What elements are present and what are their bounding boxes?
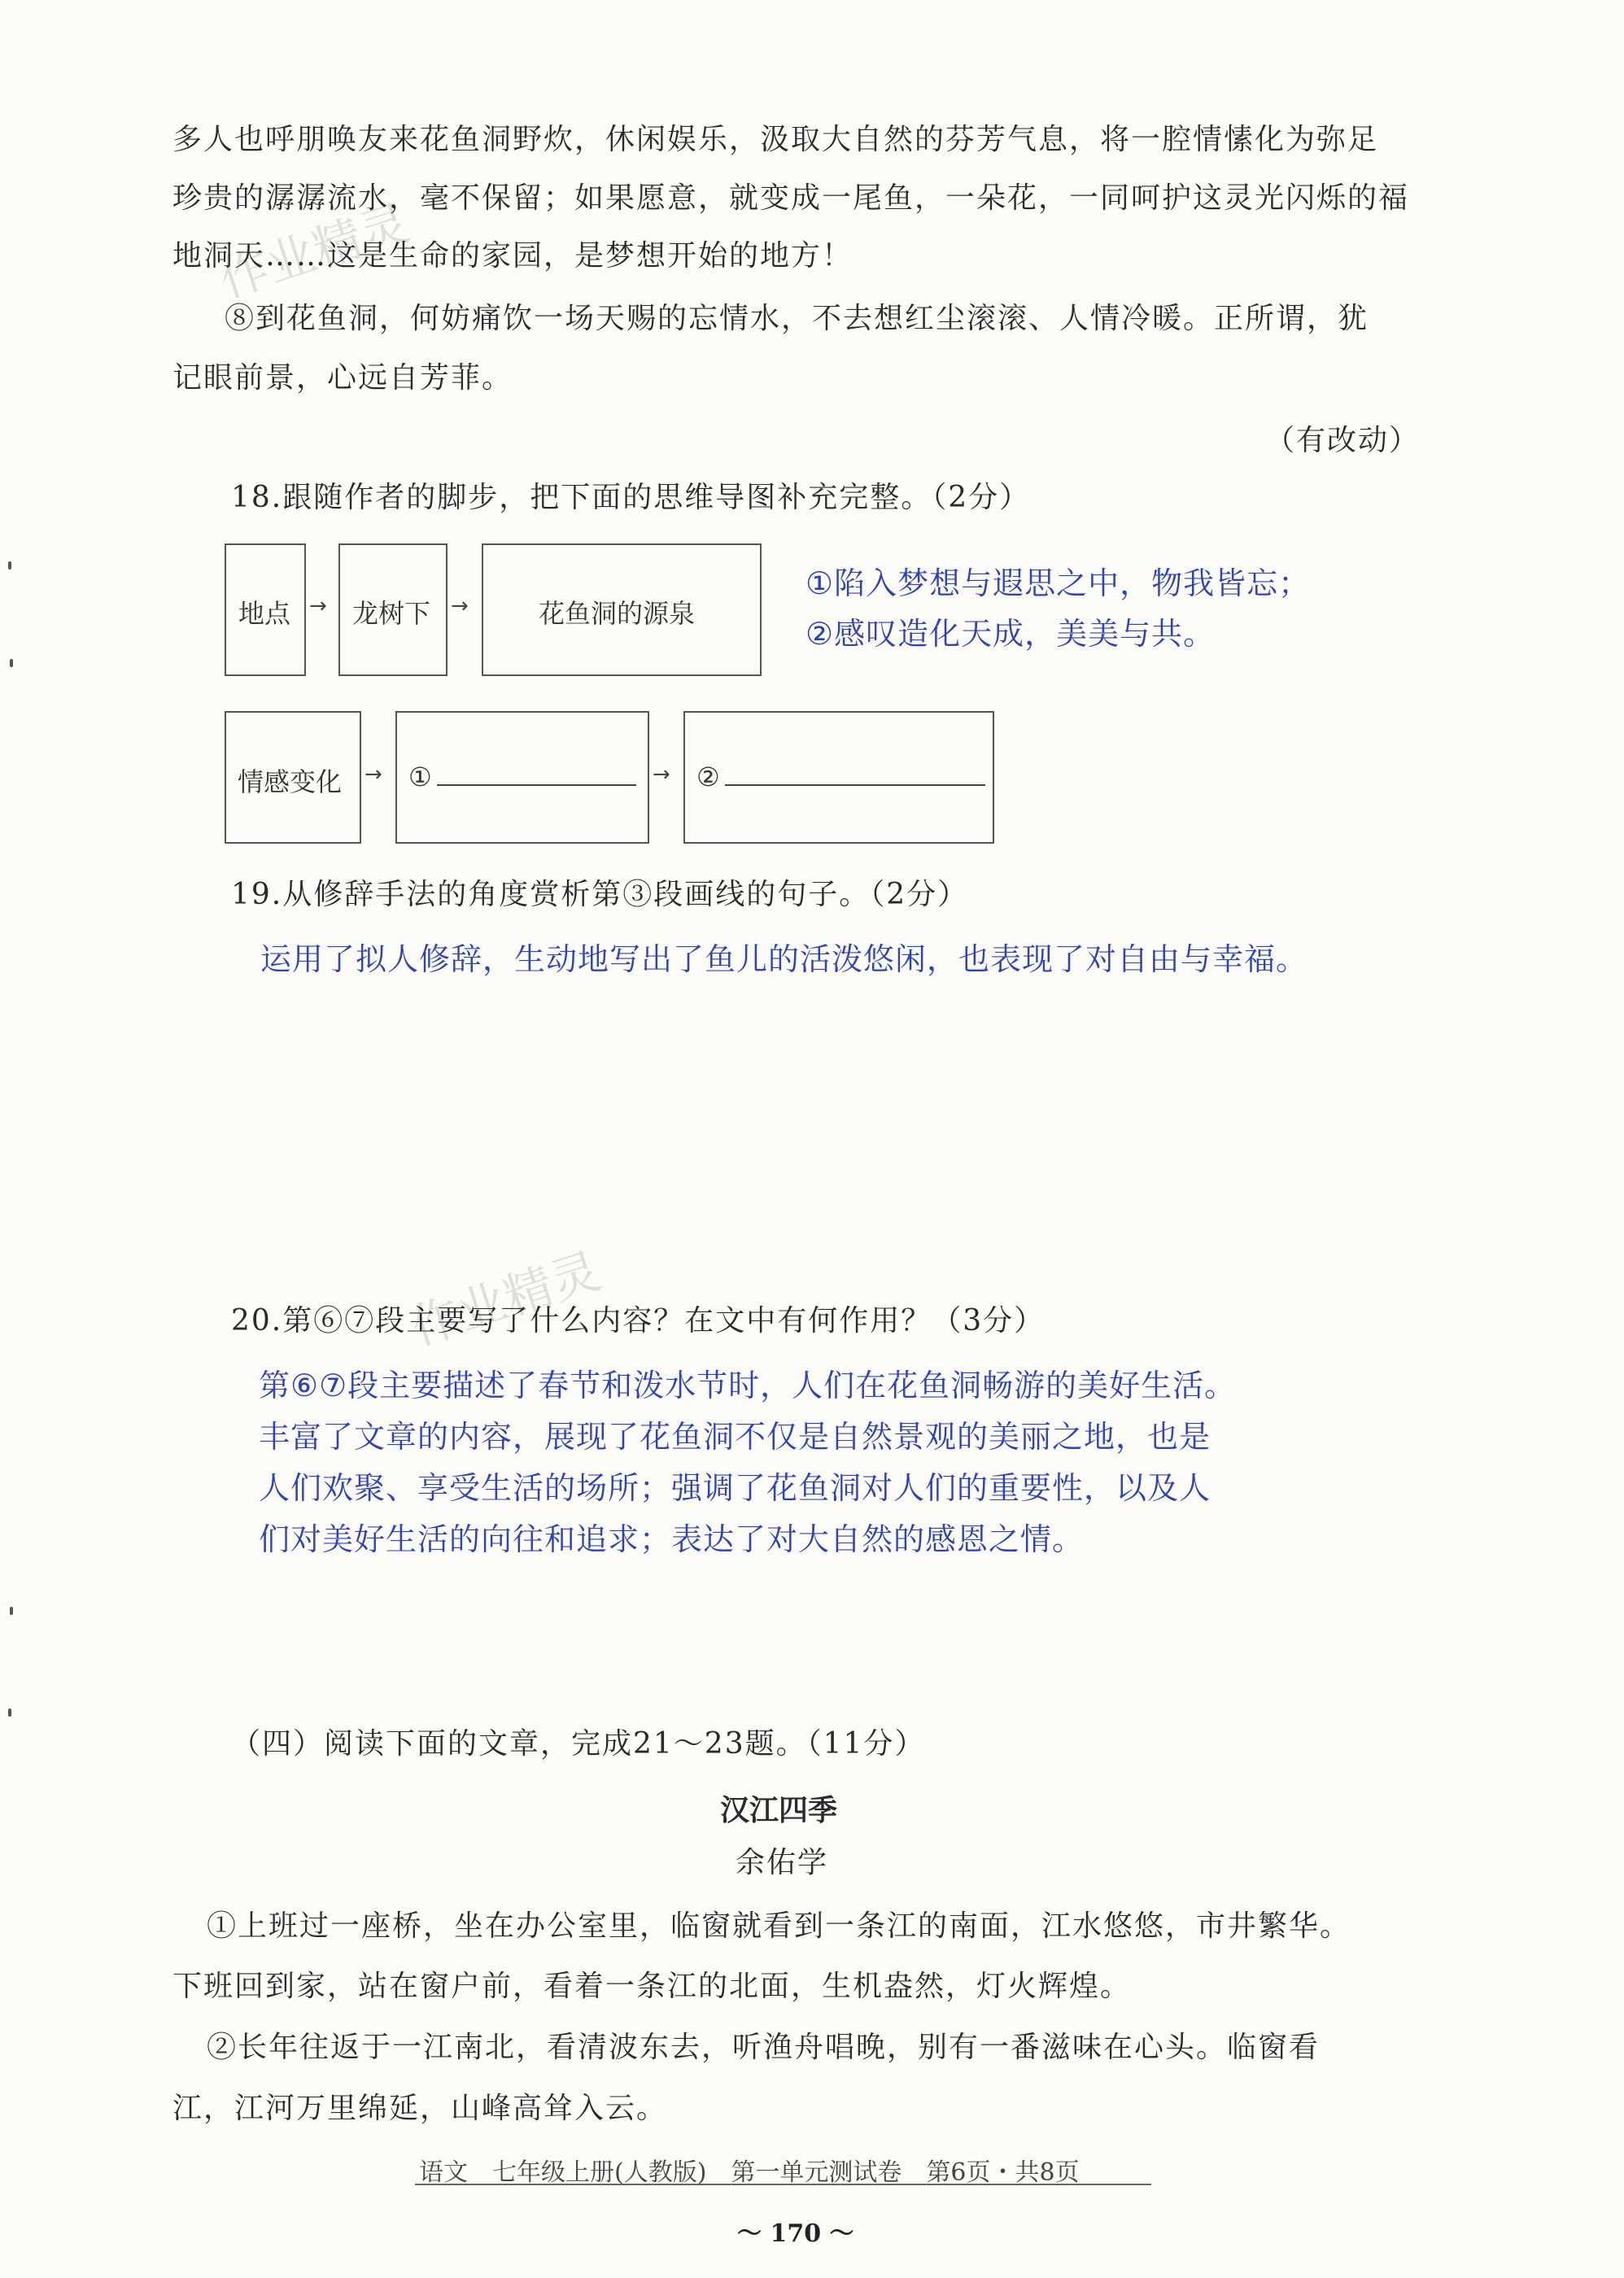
article-author: 余佑学 [736, 1846, 829, 1879]
arrow-icon: → [653, 762, 670, 787]
watermark-top: 作业精灵 [212, 194, 417, 310]
article-paragraph-line: ①上班过一座桥，坐在办公室里，临窗就看到一条江的南面，江水悠悠，市井繁华。 [207, 1909, 1351, 1943]
section4-heading: （四）阅读下面的文章，完成21～23题。（11分） [231, 1727, 926, 1761]
q20-answer-line: 丰富了文章的内容，展现了花鱼洞不仅是自然景观的美丽之地，也是 [259, 1419, 1211, 1455]
footer-info: 语文 七年级上册(人教版) 第一单元测试卷 第6页・共8页 [419, 2158, 1080, 2187]
footer-underline [415, 2184, 1151, 2185]
source-note: （有改动） [1265, 424, 1421, 457]
q19-answer: 运用了拟人修辞，生动地写出了鱼儿的活泼悠闲，也表现了对自由与幸福。 [260, 941, 1308, 977]
article-paragraph-line: ②长年往返于一江南北，看清波东去，听渔舟唱晚，别有一番滋味在心头。临窗看 [207, 2031, 1321, 2064]
article-title: 汉江四季 [720, 1794, 838, 1827]
mindmap-emotion-1-text [408, 762, 636, 792]
margin-speck [10, 1607, 13, 1615]
passage-line: 记眼前景，心远自芳菲。 [172, 361, 513, 395]
margin-speck [10, 659, 13, 667]
page-number: ～ 170 ～ [737, 2219, 854, 2248]
mindmap-emotion-2-text [696, 762, 985, 792]
watermark-mid: 作业精灵 [404, 1242, 608, 1358]
article-paragraph-line: 江，江河万里绵延，山峰高耸入云。 [172, 2092, 668, 2125]
blank-2-label: ② [696, 762, 720, 792]
passage-line: 珍贵的潺潺流水，毫不保留；如果愿意，就变成一尾鱼，一朵花，一同呵护这灵光闪烁的福 [172, 181, 1410, 215]
q18-prompt: 18.跟随作者的脚步，把下面的思维导图补充完整。（2分） [231, 481, 1031, 514]
answer-blank-2[interactable] [725, 784, 985, 786]
q20-answer-line: 们对美好生活的向往和追求；表达了对大自然的感恩之情。 [259, 1521, 1085, 1557]
blank-1-label: ① [408, 762, 432, 792]
article-paragraph-line: 下班回到家，站在窗户前，看着一条江的北面，生机盎然，灯火辉煌。 [172, 1970, 1132, 2003]
mindmap-step-longshu-text: 龙树下 [352, 598, 431, 629]
q18-answer-line: ②感叹造化天成，美美与共。 [805, 616, 1216, 652]
margin-speck [8, 1708, 11, 1717]
answer-blank-1[interactable] [437, 784, 636, 786]
passage-line: 多人也呼朋唤友来花鱼洞野炊，休闲娱乐，汲取大自然的芬芳气息，将一腔情愫化为弥足 [172, 123, 1379, 156]
q20-answer-line: 人们欢聚、享受生活的场所；强调了花鱼洞对人们的重要性，以及人 [259, 1470, 1211, 1506]
mindmap-label-emotion-text: 情感变化 [238, 766, 343, 797]
arrow-icon: → [451, 594, 469, 618]
q19-prompt: 19.从修辞手法的角度赏析第③段画线的句子。（2分） [231, 878, 969, 911]
passage-line: ⑧到花鱼洞，何妨痛饮一场天赐的忘情水，不去想红尘滚滚、人情冷暖。正所谓，犹 [225, 302, 1369, 335]
q20-answer-line: 第⑥⑦段主要描述了春节和泼水节时，人们在花鱼洞畅游的美好生活。 [259, 1368, 1237, 1403]
margin-speck [8, 561, 11, 570]
arrow-icon: → [365, 762, 382, 787]
mindmap-step-source-text: 花鱼洞的源泉 [539, 598, 696, 629]
passage-line: 地洞天……这是生命的家园，是梦想开始的地方！ [172, 239, 853, 273]
mindmap-label-location-text: 地点 [238, 598, 291, 629]
q18-answer-line: ①陷入梦想与遐思之中，物我皆忘； [805, 565, 1311, 601]
q20-prompt: 20.第⑥⑦段主要写了什么内容？在文中有何作用？（3分） [231, 1304, 1046, 1338]
arrow-icon: → [309, 594, 327, 618]
